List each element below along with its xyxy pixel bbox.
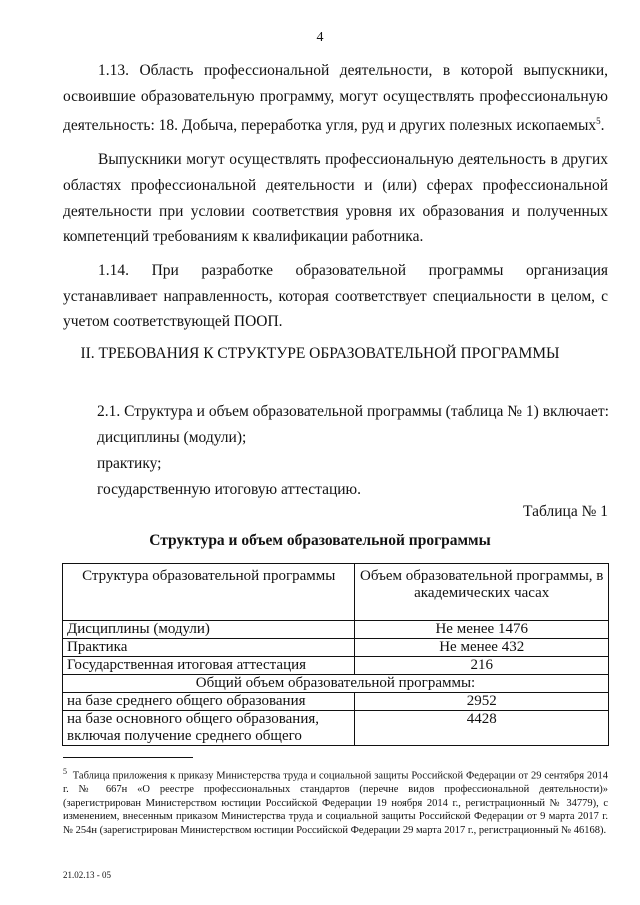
paragraph-1-14: 1.14. При разработке образовательной программы организация устанавливает направленность, которая соответствует специальности в целом, с учетом соответствующей ПООП. <box>63 262 608 331</box>
table-header-structure: Структура образовательной программы <box>63 564 355 621</box>
footnote-divider <box>63 757 193 758</box>
table-row <box>63 621 609 639</box>
table-cell-label: на базе среднего общего образования <box>63 693 355 711</box>
list-item: государственную итоговую аттестацию. <box>97 481 362 498</box>
list-item: практику; <box>97 455 162 472</box>
page-number: 4 <box>316 30 324 45</box>
paragraph-graduates: Выпускники могут осуществлять профессиональную деятельность в других областях профессиональной деятельности и (или) сферах профессиональной деятельности при условии соответствия уровня их образования и полученных компетенций требованиям к квалификации работника. <box>63 151 608 246</box>
paragraph-1-13-text: 1.13. Область профессиональной деятельности, в которой выпускники, освоившие образовательную программу, могут осуществлять профессиональную деятельность: 18. Добыча, переработка угля, руд и других полезных ископаемых <box>63 62 608 135</box>
table-title: Структура и объем образовательной программы <box>149 532 491 549</box>
footnote-ref: 5 <box>596 116 601 127</box>
list-item: дисциплины (модули); <box>97 429 247 446</box>
table-cell-value: Не менее 1476 <box>355 621 609 639</box>
section-heading: II. ТРЕБОВАНИЯ К СТРУКТУРЕ ОБРАЗОВАТЕЛЬНОЙ ПРОГРАММЫ <box>80 345 560 362</box>
table-cell-label: на базе основного общего образования, включая получение среднего общего <box>63 711 355 746</box>
table-total-header-row <box>63 675 609 693</box>
paragraph-1-13-end: . <box>600 117 605 135</box>
table-cell-label: Государственная итоговая аттестация <box>63 657 355 675</box>
table-row <box>63 657 609 675</box>
table-header-volume: Объем образовательной программы, в академических часах <box>355 564 609 621</box>
table-row <box>63 711 609 746</box>
document-id: 21.02.13 - 05 <box>63 870 111 880</box>
footnote <box>63 765 608 837</box>
table-header-row <box>63 564 609 621</box>
table-total-label: Общий объем образовательной программы: <box>63 675 609 693</box>
footnote-text: Таблица приложения к приказу Министерства труда и социальной защиты Российской Федерации от 29 сентября 2014 г. № 667н «О реестре профессиональных стандартов (перечне видов профессиональной деятельности)» (зарегистрирован Министерством юстиции Российской Федерации 19 ноября 2014 г., регистрационный № 34779), с изменением, внесенным приказом Министерства труда и социальной защиты Российской Федерации от 9 марта 2017 г. № 254н (зарегистрирован Министерством юстиции Российской Федерации 29 марта 2017 г., регистрационный № 46168). <box>63 770 609 836</box>
table-row <box>63 693 609 711</box>
table-cell-label: Дисциплины (модули) <box>63 621 355 639</box>
table-cell-label: Практика <box>63 639 355 657</box>
body-text <box>63 58 608 335</box>
table-cell-value: 4428 <box>355 711 609 746</box>
paragraph-1-13 <box>63 58 608 139</box>
list-intro: 2.1. Структура и объем образовательной программы (таблица № 1) включает: <box>97 403 609 420</box>
footnote-marker: 5 <box>63 767 67 776</box>
program-structure-table <box>62 563 609 746</box>
table-cell-value: Не менее 432 <box>355 639 609 657</box>
table-cell-value: 216 <box>355 657 609 675</box>
table-row <box>63 639 609 657</box>
table-number-label: Таблица № 1 <box>523 503 608 520</box>
table-cell-value: 2952 <box>355 693 609 711</box>
